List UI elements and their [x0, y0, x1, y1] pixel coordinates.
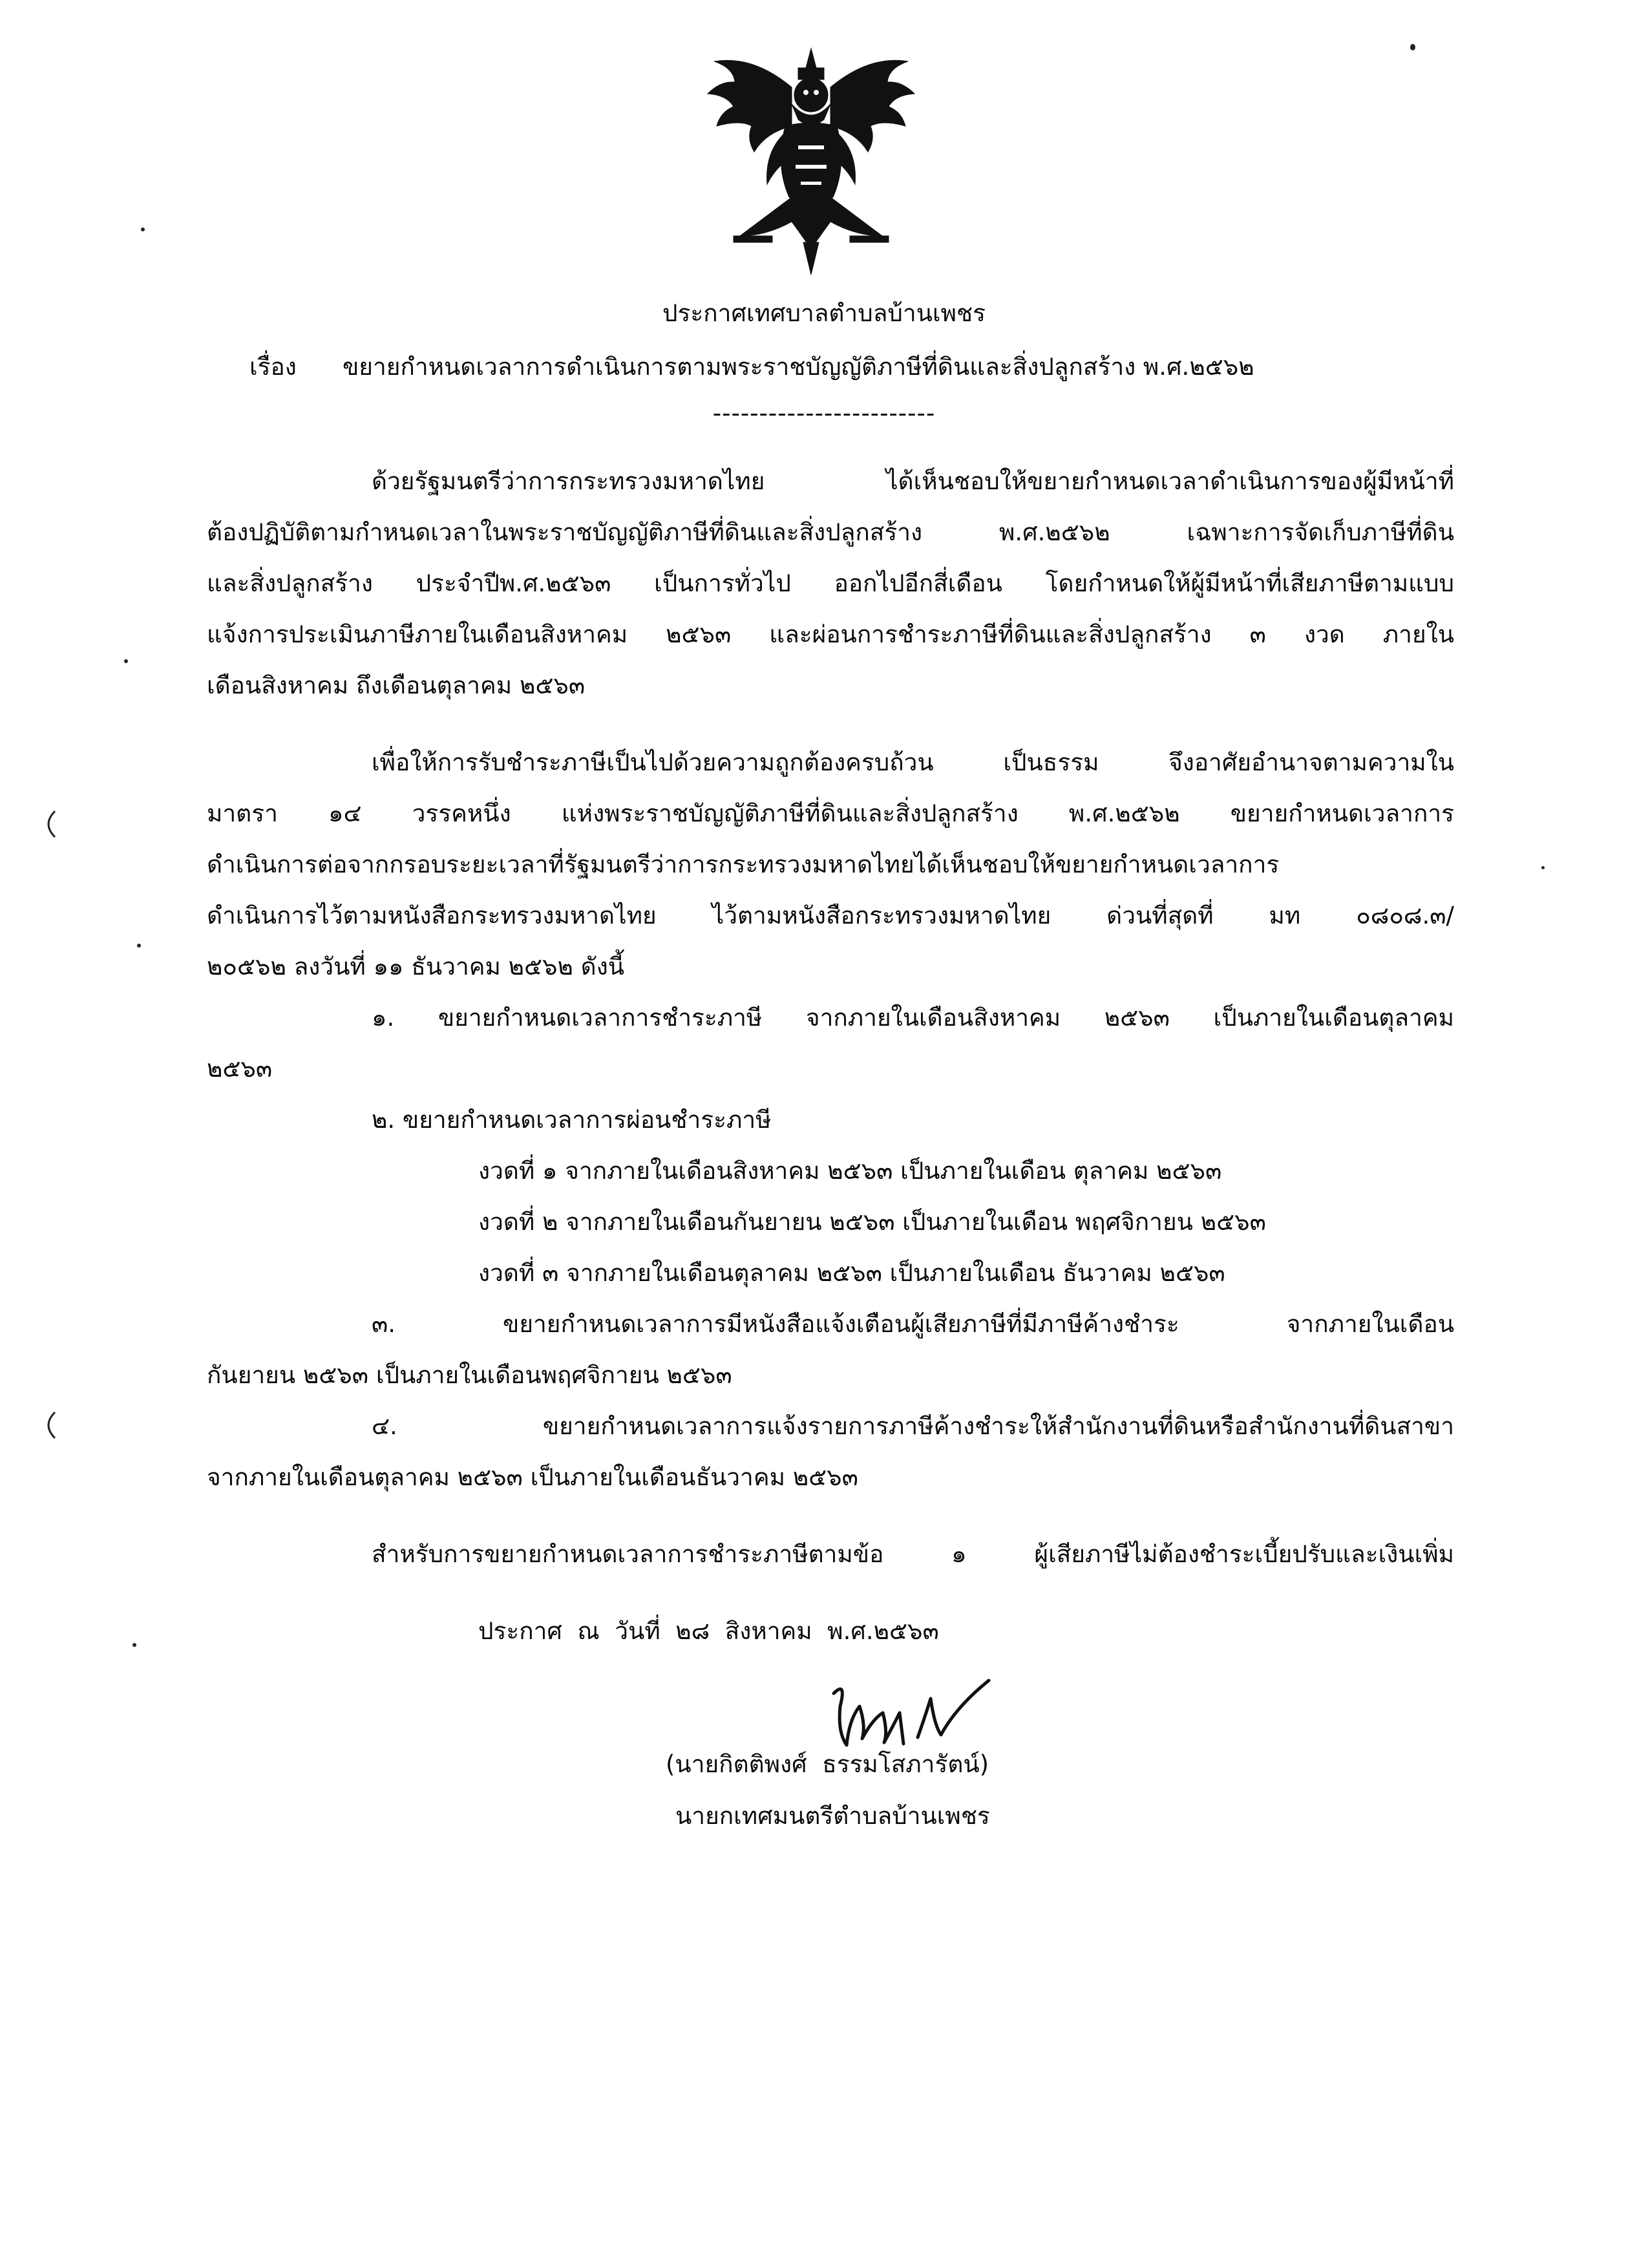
- punch-mark-icon: [39, 808, 58, 840]
- closing-statement: สำหรับการขยายกำหนดเวลาการชำระภาษีตามข้อ ๑ ผู้เสียภาษีไม่ต้องชำระเบี้ยปรับและเงินเพิ่ม: [372, 1540, 1454, 1568]
- subject-text: ขยายกำหนดเวลาการดำเนินการตามพระราชบัญญัติภาษีที่ดินและสิ่งปลูกสร้าง พ.ศ.๒๕๖๒: [343, 353, 1254, 381]
- scan-speck: [1410, 44, 1415, 50]
- para2-line2: มาตรา ๑๔ วรรคหนึ่ง แห่งพระราชบัญญัติภาษีที่ดินและสิ่งปลูกสร้าง พ.ศ.๒๕๖๒ ขยายกำหนดเวลาการ: [207, 800, 1454, 827]
- installment-2: งวดที่ ๒ จากภายในเดือนกันยายน ๒๕๖๓ เป็นภายในเดือน พฤศจิกายน ๒๕๖๓: [478, 1208, 1266, 1236]
- signatory-position: นายกเทศมนตรีตำบลบ้านเพชร: [675, 1802, 990, 1830]
- item3-line1: ๓. ขยายกำหนดเวลาการมีหนังสือแจ้งเตือนผู้เสียภาษีที่มีภาษีค้างชำระ จากภายในเดือน: [372, 1310, 1454, 1338]
- para2-line5: ๒๐๕๖๒ ลงวันที่ ๑๑ ธันวาคม ๒๕๖๒ ดังนี้: [207, 953, 625, 980]
- installment-1: งวดที่ ๑ จากภายในเดือนสิงหาคม ๒๕๖๓ เป็นภายในเดือน ตุลาคม ๒๕๖๓: [478, 1157, 1222, 1185]
- item1-line1: ๑. ขยายกำหนดเวลาการชำระภาษี จากภายในเดือนสิงหาคม ๒๕๖๓ เป็นภายในเดือนตุลาคม: [372, 1004, 1454, 1032]
- scan-speck: [132, 1643, 136, 1647]
- item4-line1: ๔. ขยายกำหนดเวลาการแจ้งรายการภาษีค้างชำระให้สำนักงานที่ดินหรือสำนักงานที่ดินสาขา: [372, 1412, 1454, 1440]
- installment-3: งวดที่ ๓ จากภายในเดือนตุลาคม ๒๕๖๓ เป็นภายในเดือน ธันวาคม ๒๕๖๓: [478, 1259, 1225, 1287]
- para2-line1: เพื่อให้การรับชำระภาษีเป็นไปด้วยความถูกต้องครบถ้วน เป็นธรรม จึงอาศัยอำนาจตามความใน: [372, 748, 1454, 776]
- subject-label: เรื่อง: [249, 353, 297, 381]
- para1-line2: ต้องปฏิบัติตามกำหนดเวลาในพระราชบัญญัติภาษีที่ดินและสิ่งปลูกสร้าง พ.ศ.๒๕๖๒ เฉพาะการจัดเก็บภาษีที่ดิน: [207, 518, 1454, 546]
- scan-speck: [137, 944, 141, 948]
- para2-line3: ดำเนินการต่อจากกรอบระยะเวลาที่รัฐมนตรีว่าการกระทรวงมหาดไทยได้เห็นชอบให้ขยายกำหนดเวลาการ: [207, 851, 1280, 878]
- item1-line2: ๒๕๖๓: [207, 1055, 273, 1083]
- scan-speck: [1541, 866, 1545, 869]
- para1-line1: ด้วยรัฐมนตรีว่าการกระทรวงมหาดไทย ได้เห็นชอบให้ขยายกำหนดเวลาดำเนินการของผู้มีหน้าที่: [372, 467, 1454, 495]
- scan-speck: [141, 228, 145, 231]
- dateline: ประกาศ ณ วันที่ ๒๘ สิงหาคม พ.ศ.๒๕๖๓: [478, 1617, 939, 1645]
- punch-mark-icon: [39, 1409, 58, 1441]
- garuda-emblem-icon: [695, 42, 927, 288]
- header-divider: ------------------------: [712, 399, 936, 427]
- item3-line2: กันยายน ๒๕๖๓ เป็นภายในเดือนพฤศจิกายน ๒๕๖๓: [207, 1361, 732, 1389]
- handwritten-signature-icon: [821, 1668, 995, 1758]
- announcement-title: ประกาศเทศบาลตำบลบ้านเพชร: [662, 299, 986, 327]
- item2-heading: ๒. ขยายกำหนดเวลาการผ่อนชำระภาษี: [372, 1106, 772, 1134]
- item4-line2: จากภายในเดือนตุลาคม ๒๕๖๓ เป็นภายในเดือนธันวาคม ๒๕๖๓: [207, 1463, 858, 1491]
- para2-line4: ดำเนินการไว้ตามหนังสือกระทรวงมหาดไทย ไว้ตามหนังสือกระทรวงมหาดไทย ด่วนที่สุดที่ มท ๐๘๐๘.๓/: [207, 902, 1454, 929]
- scan-speck: [124, 659, 128, 663]
- para1-line5: เดือนสิงหาคม ถึงเดือนตุลาคม ๒๕๖๓: [207, 672, 586, 699]
- signatory-name: (นายกิตติพงศ์ ธรรมโสภารัตน์): [666, 1750, 989, 1778]
- para1-line4: แจ้งการประเมินภาษีภายในเดือนสิงหาคม ๒๕๖๓ และผ่อนการชำระภาษีที่ดินและสิ่งปลูกสร้าง ๓ งวด ภายใน: [207, 620, 1454, 648]
- para1-line3: และสิ่งปลูกสร้าง ประจำปีพ.ศ.๒๕๖๓ เป็นการทั่วไป ออกไปอีกสี่เดือน โดยกำหนดให้ผู้มีหน้าที่เสียภาษีตามแบบ: [207, 569, 1454, 597]
